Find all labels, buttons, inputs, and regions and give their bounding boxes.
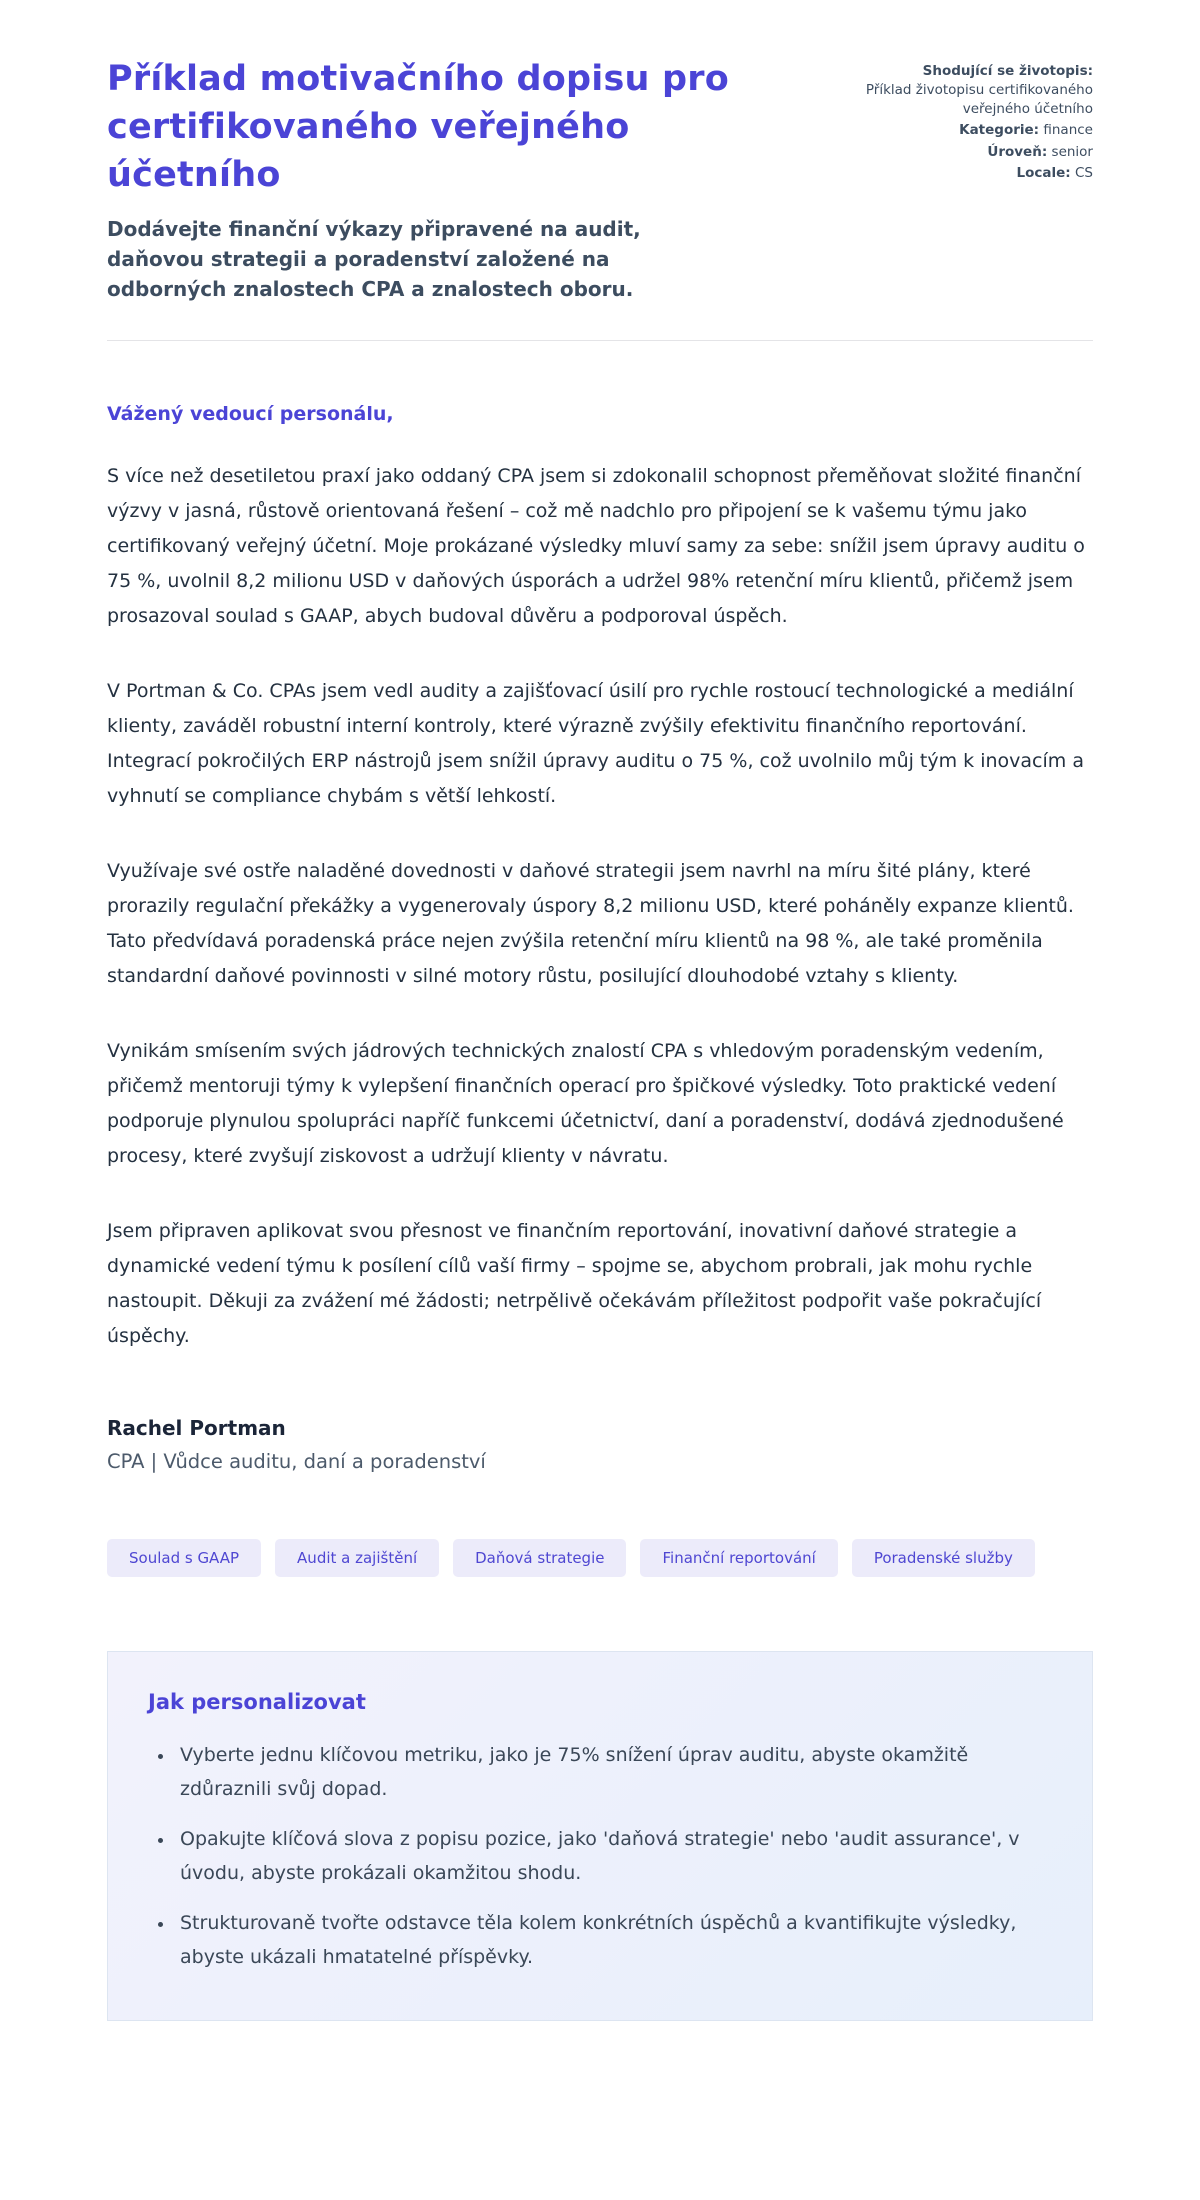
personalization-heading: Jak personalizovat [148, 1689, 366, 1714]
tag-chip[interactable]: Audit a zajištění [275, 1539, 439, 1577]
tag-chip[interactable]: Poradenské služby [852, 1539, 1035, 1577]
letter-paragraph: Využívaje své ostře naladěné dovednosti v daňové strategii jsem navrhl na míru šité plány, které prorazily regulační překážky a vygenerovaly úspory 8,2 milionu USD, které poháněly expanze klientů. Tato předvídavá poradenská práce nejen zvýšila retenční míru klientů na 98 %, ale také proměnila standardní daňové povinnosti v silné motory růstu, posilující dlouhodobé vztahy s klienty. [107, 859, 1074, 987]
tag-chip[interactable]: Daňová strategie [453, 1539, 626, 1577]
meta-locale [841, 164, 1093, 183]
tag-chip[interactable]: Finanční reportování [640, 1539, 837, 1577]
letter-paragraph: Vynikám smísením svých jádrových technických znalostí CPA s vhledovým poradenským vedením, přičemž mentoruji týmy k vylepšení finančních operací pro špičkové výsledky. Toto praktické vedení podporuje plynulou spolupráci napříč funkcemi účetnictví, daní a poradenství, dodává zjednodušené procesy, které zvyšují ziskovost a udržují klienty v návratu. [107, 1039, 1064, 1167]
matching-resume-value: Příklad životopisu certifikovaného veřejného účetního [865, 82, 1093, 118]
resume-meta-block [841, 56, 1093, 185]
cover-letter-body [107, 403, 1093, 1473]
category-value: finance [1043, 122, 1093, 139]
letter-paragraphs [107, 459, 1093, 1354]
signature-title: CPA | Vůdce auditu, daní a poradenství [107, 1449, 486, 1473]
letter-greeting: Vážený vedoucí personálu, [107, 402, 394, 425]
letter-paragraph: Jsem připraven aplikovat svou přesnost ve finančním reportování, inovativní daňové strategie a dynamické vedení týmu k posílení cílů vaší firmy – spojme se, abychom probrali, jak mohu rychle nastoupit. Děkuji za zvážení mé žádosti; netrpělivě očekávám příležitost podpořit vaše pokračující úspěchy. [107, 1219, 1042, 1347]
header-title-block [107, 56, 801, 304]
page-container [107, 0, 1093, 2065]
letter-paragraph: S více než desetiletou praxí jako oddaný CPA jsem si zdokonalil schopnost přeměňovat složité finanční výzvy v jasná, růstově orientovaná řešení – což mě nadchlo pro připojení se k vašemu týmu jako certifikovaný veřejný účetní. Moje prokázané výsledky mluví samy za sebe: snížil jsem úpravy auditu o 75 %, uvolnil 8,2 milionu USD v daňových úsporách a udržel 98% retenční míru klientů, přičemž jsem prosazoval soulad s GAAP, abych budoval důvěru a podporoval úspěch. [107, 464, 1085, 627]
matching-resume-label: Shodující se životopis: [922, 63, 1093, 79]
page-title: Příklad motivačního dopisu pro certifikovaného veřejného účetního [107, 59, 729, 195]
level-label: Úroveň: [987, 143, 1048, 160]
meta-level [841, 143, 1093, 162]
personalization-tip: • Opakujte klíčová slova z popisu pozice, jako 'daňová strategie' nebo 'audit assurance', v úvodu, abyste prokázali okamžitou shodu. [174, 1822, 1052, 1890]
skill-tags [107, 1539, 1093, 1577]
header-divider [107, 340, 1093, 341]
personalization-tip: • Vyberte jednu klíčovou metriku, jako je 75% snížení úprav auditu, abyste okamžitě zdůraznili svůj dopad. [174, 1738, 1052, 1806]
level-value: senior [1051, 143, 1093, 160]
personalization-tips [148, 1738, 1052, 1974]
letter-paragraph: V Portman & Co. CPAs jsem vedl audity a zajišťovací úsilí pro rychle rostoucí technologické a mediální klienty, zaváděl robustní interní kontroly, které výrazně zvýšily efektivitu finančního reportování. Integrací pokročilých ERP nástrojů jsem snížil úpravy auditu o 75 %, což uvolnilo můj tým k inovacím a vyhnutí se compliance chybám s větší lehkostí. [107, 679, 1084, 807]
personalization-box [107, 1651, 1093, 2021]
personalization-tip: • Strukturovaně tvořte odstavce těla kolem konkrétních úspěchů a kvantifikujte výsledky, abyste ukázali hmatatelné příspěvky. [174, 1906, 1052, 1974]
page-header [107, 56, 1093, 304]
meta-category [841, 121, 1093, 140]
locale-label: Locale: [1016, 164, 1071, 181]
signature-name: Rachel Portman [107, 1415, 286, 1440]
locale-value: CS [1075, 164, 1093, 181]
meta-matching-resume [841, 62, 1093, 119]
category-label: Kategorie: [959, 122, 1040, 139]
tag-chip[interactable]: Soulad s GAAP [107, 1539, 261, 1577]
signature-block [107, 1416, 1093, 1473]
page-subtitle: Dodávejte finanční výkazy připravené na audit, daňovou strategii a poradenství založené na odborných znalostech CPA a znalostech oboru. [107, 216, 641, 301]
